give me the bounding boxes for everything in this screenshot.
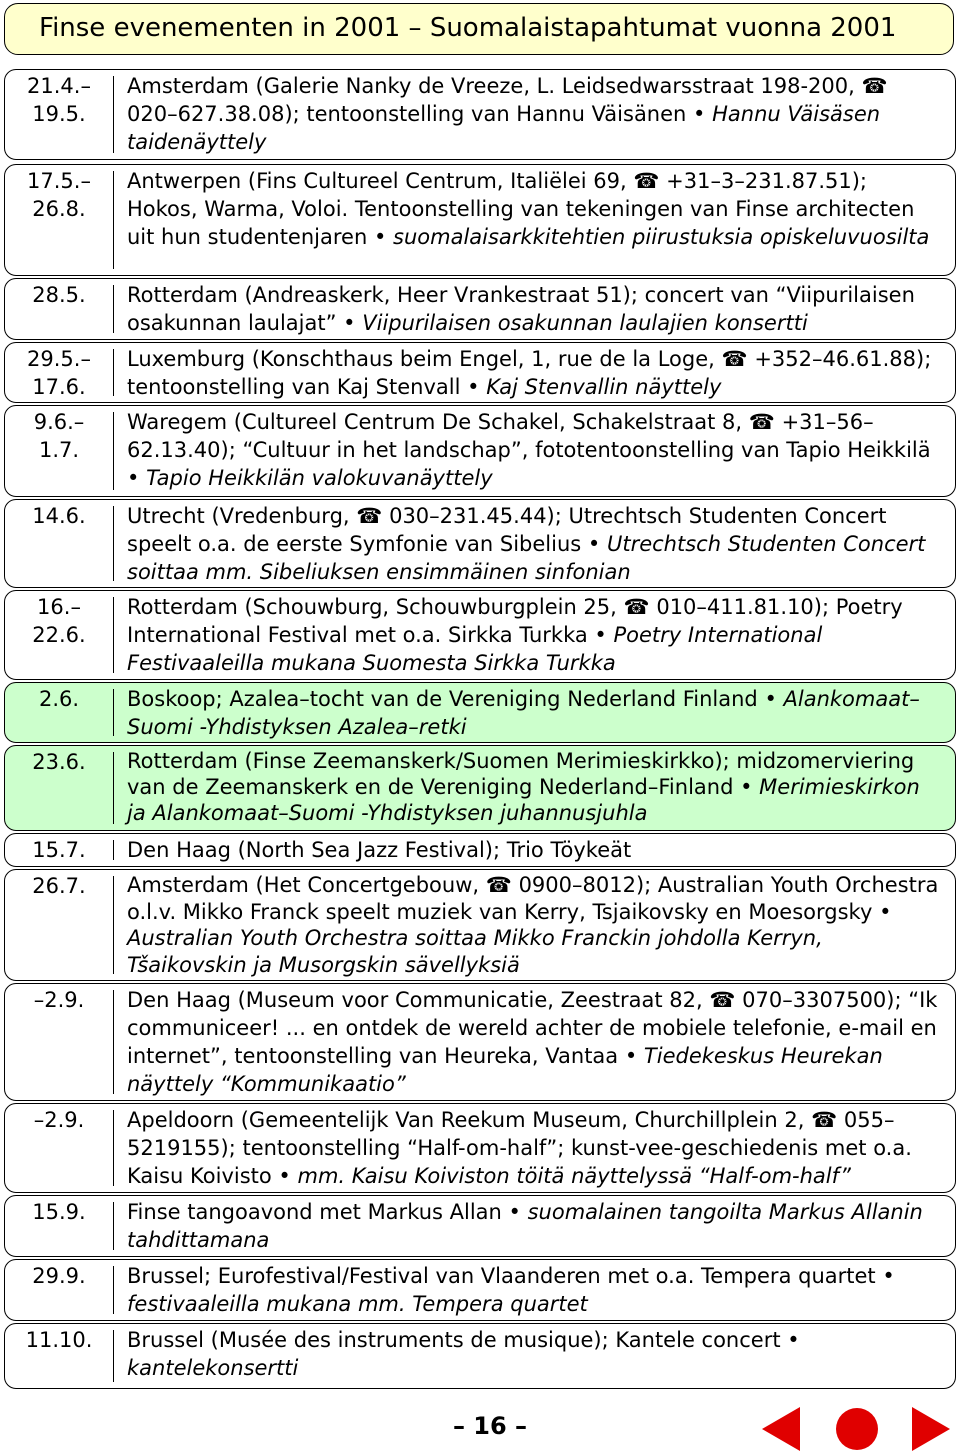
event-row — [4, 590, 956, 680]
event-finnish: Alankomaat–Suomi -Yhdistyksen Azalea–retki — [127, 687, 920, 739]
divider — [113, 1330, 114, 1382]
event-row — [4, 833, 956, 867]
event-description: Luxemburg (Konschthaus beim Engel, 1, rue de la Loge, ☎ +352–46.61.88); tentoonstelling van Kaj Stenvall — [127, 347, 932, 399]
event-description: Amsterdam (Galerie Nanky de Vreeze, L. Leidsedwarsstraat 198-200, ☎ 020–627.38.08); tentoonstelling van Hannu Väisänen — [127, 74, 888, 126]
event-date: 26.7. — [32, 874, 86, 898]
event-row — [4, 1195, 956, 1257]
divider — [113, 412, 114, 490]
divider — [113, 285, 114, 333]
event-text — [127, 1104, 943, 1190]
bullet-separator: • — [618, 1044, 644, 1068]
event-row — [4, 1259, 956, 1321]
event-date: 29.5.– 17.6. — [27, 347, 91, 399]
previous-page-icon[interactable] — [762, 1407, 800, 1451]
bullet-separator: • — [460, 375, 487, 399]
event-date: 11.10. — [25, 1328, 93, 1352]
bullet-separator: • — [127, 466, 147, 490]
bullet-separator: • — [875, 1264, 895, 1288]
event-description: Den Haag (North Sea Jazz Festival); Trio Töykeät — [127, 838, 632, 862]
event-text — [127, 1260, 943, 1318]
event-finnish: Utrechtsch Studenten Concert soittaa mm. Sibeliuksen ensimmäinen sinfonian — [127, 532, 926, 584]
event-row — [4, 1103, 956, 1193]
page-number: – 16 – — [452, 1412, 528, 1440]
divider — [113, 990, 114, 1094]
event-row — [4, 869, 956, 981]
event-row — [4, 164, 956, 276]
event-finnish: suomalainen tangoilta Markus Allanin tahdittamana — [127, 1200, 923, 1252]
event-description: Apeldoorn (Gemeentelijk Van Reekum Museum, Churchillplein 2, ☎ 055–5219155); tentoonstelling “Half-om-half”; kunst-vee-geschiedenis met o.a. Kaisu Koivisto — [127, 1108, 912, 1188]
event-text — [127, 870, 943, 978]
next-page-icon[interactable] — [912, 1407, 950, 1451]
bullet-separator: • — [686, 102, 713, 126]
bullet-separator: • — [587, 623, 614, 647]
divider — [113, 171, 114, 269]
event-finnish: Tapio Heikkilän valokuvanäyttely — [146, 466, 493, 490]
event-row-highlighted — [4, 682, 956, 743]
bullet-separator: • — [501, 1200, 528, 1224]
event-date: 16.– 22.6. — [32, 595, 86, 647]
bullet-separator: • — [271, 1164, 298, 1188]
event-finnish: festivaaleilla mukana mm. Tempera quartet — [127, 1292, 588, 1316]
event-row — [4, 1323, 956, 1389]
event-text — [127, 984, 943, 1098]
event-text — [127, 165, 943, 251]
event-description: Antwerpen (Fins Cultureel Centrum, Italiëlei 69, ☎ +31–3–231.87.51); Hokos, Warma, Voloi. Tentoonstelling van tekeningen van Finse architecten uit hun studentenjaren — [127, 169, 915, 249]
bullet-separator: • — [872, 899, 892, 924]
event-text — [127, 406, 943, 492]
divider — [113, 876, 114, 974]
event-date: 15.9. — [32, 1200, 86, 1224]
event-description: Rotterdam (Finse Zeemanskerk/Suomen Merimieskirkko); midzomerviering van de Zeemanskerk en de Vereniging Nederland–Finland — [127, 749, 915, 799]
divider — [113, 76, 114, 153]
event-date: 21.4.– 19.5. — [27, 74, 91, 126]
event-date: 29.9. — [32, 1264, 86, 1288]
event-description: Utrecht (Vredenburg, ☎ 030–231.45.44); Utrechtsch Studenten Concert speelt o.a. de eerste Symfonie van Sibelius — [127, 504, 887, 556]
event-date: 2.6. — [38, 687, 80, 711]
home-circle-icon[interactable] — [836, 1408, 878, 1450]
bullet-separator: • — [367, 225, 394, 249]
divider — [113, 752, 114, 824]
divider — [113, 689, 114, 736]
event-text — [127, 1324, 943, 1382]
bullet-separator: • — [780, 1328, 800, 1352]
event-date: 28.5. — [32, 283, 86, 307]
event-text — [127, 70, 943, 156]
divider — [113, 597, 114, 673]
event-row-highlighted — [4, 745, 956, 831]
event-finnish: Tiedekeskus Heurekan näyttely “Kommunikaatio” — [127, 1044, 883, 1096]
event-date: 15.7. — [32, 838, 86, 862]
bullet-separator: • — [336, 311, 363, 335]
event-description: Boskoop; Azalea–tocht van de Vereniging Nederland Finland — [127, 687, 758, 711]
event-description: Rotterdam (Schouwburg, Schouwburgplein 25, ☎ 010–411.81.10); Poetry International Festival met o.a. Sirkka Turkka — [127, 595, 903, 647]
event-description: Brussel; Eurofestival/Festival van Vlaanderen met o.a. Tempera quartet — [127, 1264, 876, 1288]
event-description: Den Haag (Museum voor Communicatie, Zeestraat 82, ☎ 070–3307500); “Ik communiceer! ... en ontdek de wereld achter de mobiele telefonie, e-mail en internet”, tentoonstelling van Heureka, Vantaa — [127, 988, 938, 1068]
event-date: –2.9. — [33, 1108, 85, 1132]
event-finnish: Viipurilaisen osakunnan laulajien konsertti — [362, 311, 808, 335]
event-finnish: suomalaisarkkitehtien piirustuksia opiskeluvuosilta — [393, 225, 930, 249]
event-description: Rotterdam (Andreaskerk, Heer Vrankestraat 51); concert van “Viipurilaisen osakunnan laulajat” — [127, 283, 915, 335]
event-text — [127, 591, 943, 677]
event-date: –2.9. — [33, 988, 85, 1012]
divider — [113, 349, 114, 396]
event-finnish: Australian Youth Orchestra soittaa Mikko Franckin johdolla Kerryn, Tšaikovskin ja Musorgskin sävellyksiä — [127, 926, 823, 977]
event-text — [127, 834, 943, 864]
divider — [113, 840, 114, 860]
event-text — [127, 683, 943, 741]
event-finnish: mm. Kaisu Koiviston töitä näyttelyssä “Half-om-half” — [297, 1164, 851, 1188]
event-finnish: Poetry International Festivaaleilla mukana Suomesta Sirkka Turkka — [127, 623, 823, 675]
event-finnish: Hannu Väisäsen taidenäyttely — [127, 102, 881, 154]
event-date: 23.6. — [32, 750, 86, 774]
bullet-separator: • — [757, 687, 784, 711]
event-description: Waregem (Cultureel Centrum De Schakel, Schakelstraat 8, ☎ +31–56–62.13.40); “Cultuur in het landschap”, fototentoonstelling van Tapio Heikkilä — [127, 410, 931, 462]
event-row — [4, 69, 956, 160]
event-row — [4, 499, 956, 588]
event-row — [4, 983, 956, 1101]
event-finnish: Merimieskirkon ja Alankomaat–Suomi -Yhdistyksen juhannusjuhla — [127, 775, 920, 825]
event-description: Finse tangoavond met Markus Allan — [127, 1200, 502, 1224]
event-finnish: kantelekonsertti — [127, 1356, 299, 1380]
divider — [113, 1110, 114, 1186]
event-row — [4, 278, 956, 340]
event-text — [127, 1196, 943, 1254]
event-text — [127, 279, 943, 337]
event-description: Brussel (Musée des instruments de musique); Kantele concert — [127, 1328, 781, 1352]
event-date: 17.5.– 26.8. — [27, 169, 91, 221]
event-row — [4, 342, 956, 403]
page-number-value: 16 — [473, 1412, 507, 1440]
event-text — [127, 343, 943, 401]
page-title: Finse evenementen in 2001 – Suomalaistapahtumat vuonna 2001 — [4, 3, 954, 55]
event-finnish: Kaj Stenvallin näyttely — [486, 375, 722, 399]
bullet-separator: • — [733, 775, 760, 799]
bullet-separator: • — [581, 532, 607, 556]
event-text — [127, 746, 943, 826]
divider — [113, 506, 114, 581]
event-row — [4, 405, 956, 497]
divider — [113, 1266, 114, 1314]
event-description: Amsterdam (Het Concertgebouw, ☎ 0900–8012); Australian Youth Orchestra o.l.v. Mikko Franck speelt muziek van Kerry, Tsjaikovsky en Moesorgsky — [127, 873, 939, 924]
event-text — [127, 500, 943, 586]
event-date: 14.6. — [32, 504, 86, 528]
event-date: 9.6.– 1.7. — [33, 410, 85, 462]
divider — [113, 1202, 114, 1250]
